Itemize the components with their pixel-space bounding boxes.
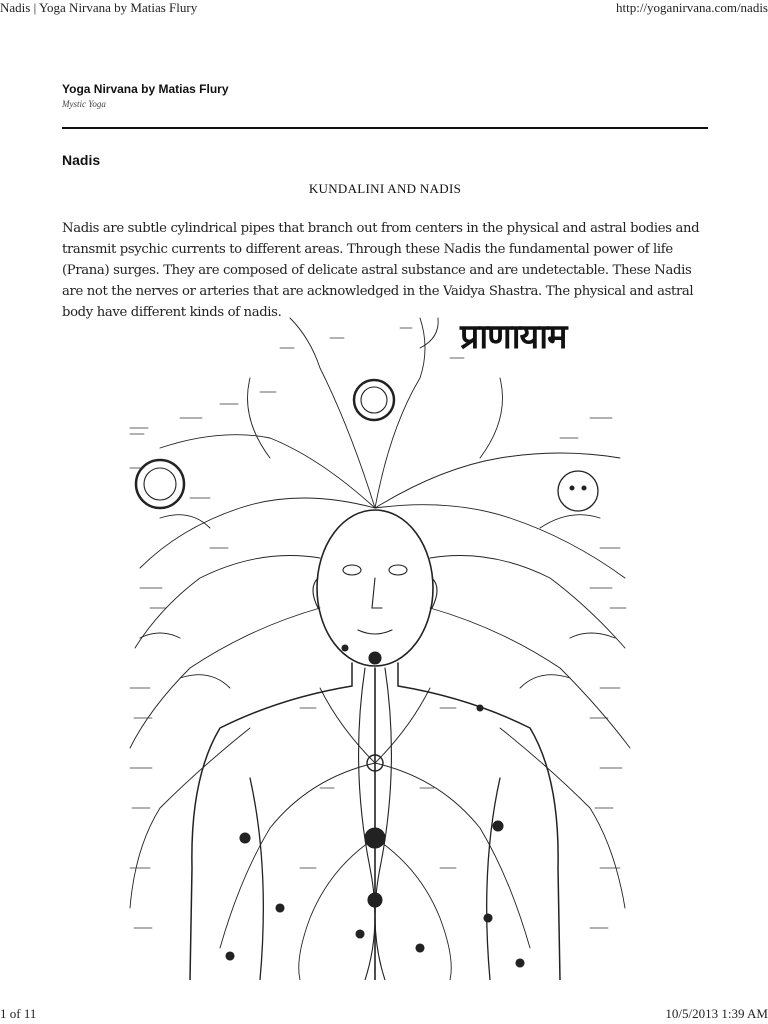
pranayama-heading: प्राणायाम (460, 317, 567, 357)
page-counter: 1 of 11 (0, 1006, 37, 1021)
print-page-title: Nadis | Yoga Nirvana by Matias Flury (0, 0, 198, 15)
site-tagline: Mystic Yoga (62, 99, 106, 109)
nadis-body-illustration (120, 308, 640, 980)
print-page-url[interactable]: http://yoganirvana.com/nadis (616, 0, 768, 15)
body-paragraph: Nadis are subtle cylindrical pipes that branch out from centers in the physical and astral bodies and transmit psychic currents to different areas. Through these Nadis the fundamental power of life (Prana) surges. They are composed of delicate astral substance and are undetectable. These Nadis are not the nerves or arteries that are acknowledged in the Vaidya Shastra. The physical and astral body have different kinds of nadis. (62, 221, 700, 320)
print-footer (0, 1006, 768, 1024)
post-title: Nadis (62, 152, 101, 168)
header-divider (62, 127, 708, 129)
section-heading: KUNDALINI AND NADIS (308, 181, 462, 196)
site-title[interactable]: Yoga Nirvana by Matias Flury (62, 82, 229, 96)
print-timestamp: 10/5/2013 1:39 AM (665, 1006, 768, 1021)
print-header (0, 0, 768, 18)
